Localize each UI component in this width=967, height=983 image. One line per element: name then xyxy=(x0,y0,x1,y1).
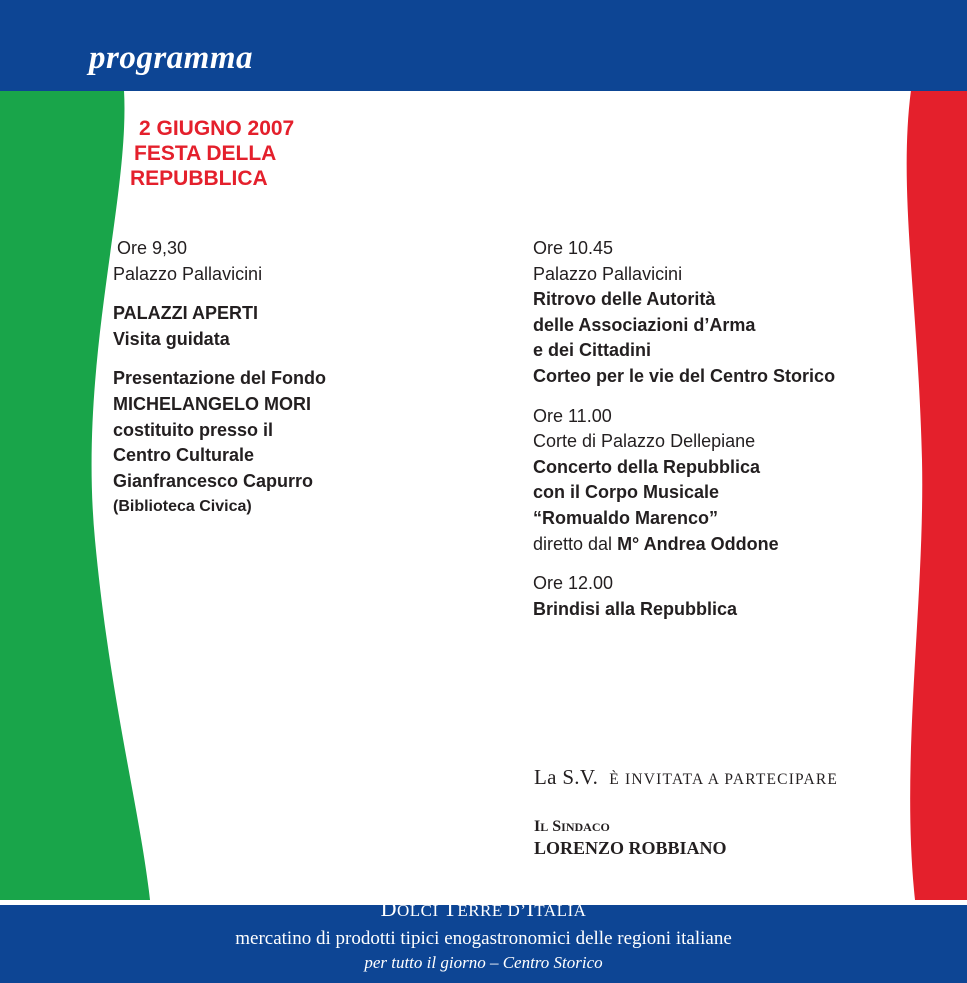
left-time: Ore 9,30 xyxy=(117,238,188,258)
event-title-line2: REPUBBLICA xyxy=(130,167,268,190)
block3-time: Ore 12.00 xyxy=(533,573,614,594)
block1-line4: Corteo per le vie del Centro Storico xyxy=(533,365,836,386)
event-title-line1: FESTA DELLA xyxy=(134,142,277,165)
block1-time: Ore 10.45 xyxy=(533,238,614,258)
block3-line: Brindisi alla Repubblica xyxy=(533,598,738,619)
left-item1-line2: Visita guidata xyxy=(113,328,230,349)
footer-note: per tutto il giorno – Centro Storico xyxy=(364,953,603,972)
block2-time: Ore 11.00 xyxy=(533,405,612,426)
conductor-prefix: diretto dal xyxy=(533,533,618,554)
signature-name: LORENZO ROBBIANO xyxy=(534,838,727,858)
block2-line2: con il Corpo Musicale xyxy=(533,482,720,503)
block1-line3: e dei Cittadini xyxy=(533,340,652,361)
conductor-name: M° Andrea Oddone xyxy=(617,533,779,554)
block1-line1: Ritrovo delle Autorità xyxy=(533,289,716,310)
left-item2-line5: Gianfrancesco Capurro xyxy=(113,470,314,491)
block1-line2: delle Associazioni d’Arma xyxy=(533,314,756,335)
event-date: 2 GIUGNO 2007 xyxy=(139,117,295,140)
header-bar xyxy=(0,0,967,91)
left-item2-line1: Presentazione del Fondo xyxy=(113,368,327,389)
red-band xyxy=(907,90,967,900)
invitation-sv: S.V. xyxy=(562,765,599,789)
signature-role: IL SINDACO xyxy=(534,818,610,835)
invitation-la: La xyxy=(534,765,557,789)
block2-line1: Concerto della Repubblica xyxy=(533,456,761,477)
footer-title: DOLCI TERRE D’ITALIA xyxy=(380,896,587,921)
footer-text xyxy=(0,893,967,975)
left-place: Palazzo Pallavicini xyxy=(113,263,263,284)
left-item2-line4: Centro Culturale xyxy=(113,445,255,466)
footer-subtitle: mercatino di prodotti tipici enogastronomici delle regioni italiane xyxy=(235,928,732,949)
block2-line3: “Romualdo Marenco” xyxy=(533,507,719,528)
invitation-body: È INVITATA A PARTECIPARE xyxy=(609,771,839,788)
signature-block xyxy=(534,818,727,859)
left-item1-line1: PALAZZI APERTI xyxy=(113,303,258,324)
left-program-column xyxy=(113,236,326,520)
page-title: programma xyxy=(89,40,254,76)
block2-conductor-line xyxy=(533,532,835,558)
invitation-text xyxy=(534,765,838,790)
left-item2-note: (Biblioteca Civica) xyxy=(113,498,252,516)
block2-place: Corte di Palazzo Dellepiane xyxy=(533,431,756,452)
right-program-column xyxy=(533,236,835,622)
left-item2-line3: costituito presso il xyxy=(113,419,274,440)
block1-place: Palazzo Pallavicini xyxy=(533,263,683,284)
left-item2-line2: MICHELANGELO MORI xyxy=(113,393,311,414)
